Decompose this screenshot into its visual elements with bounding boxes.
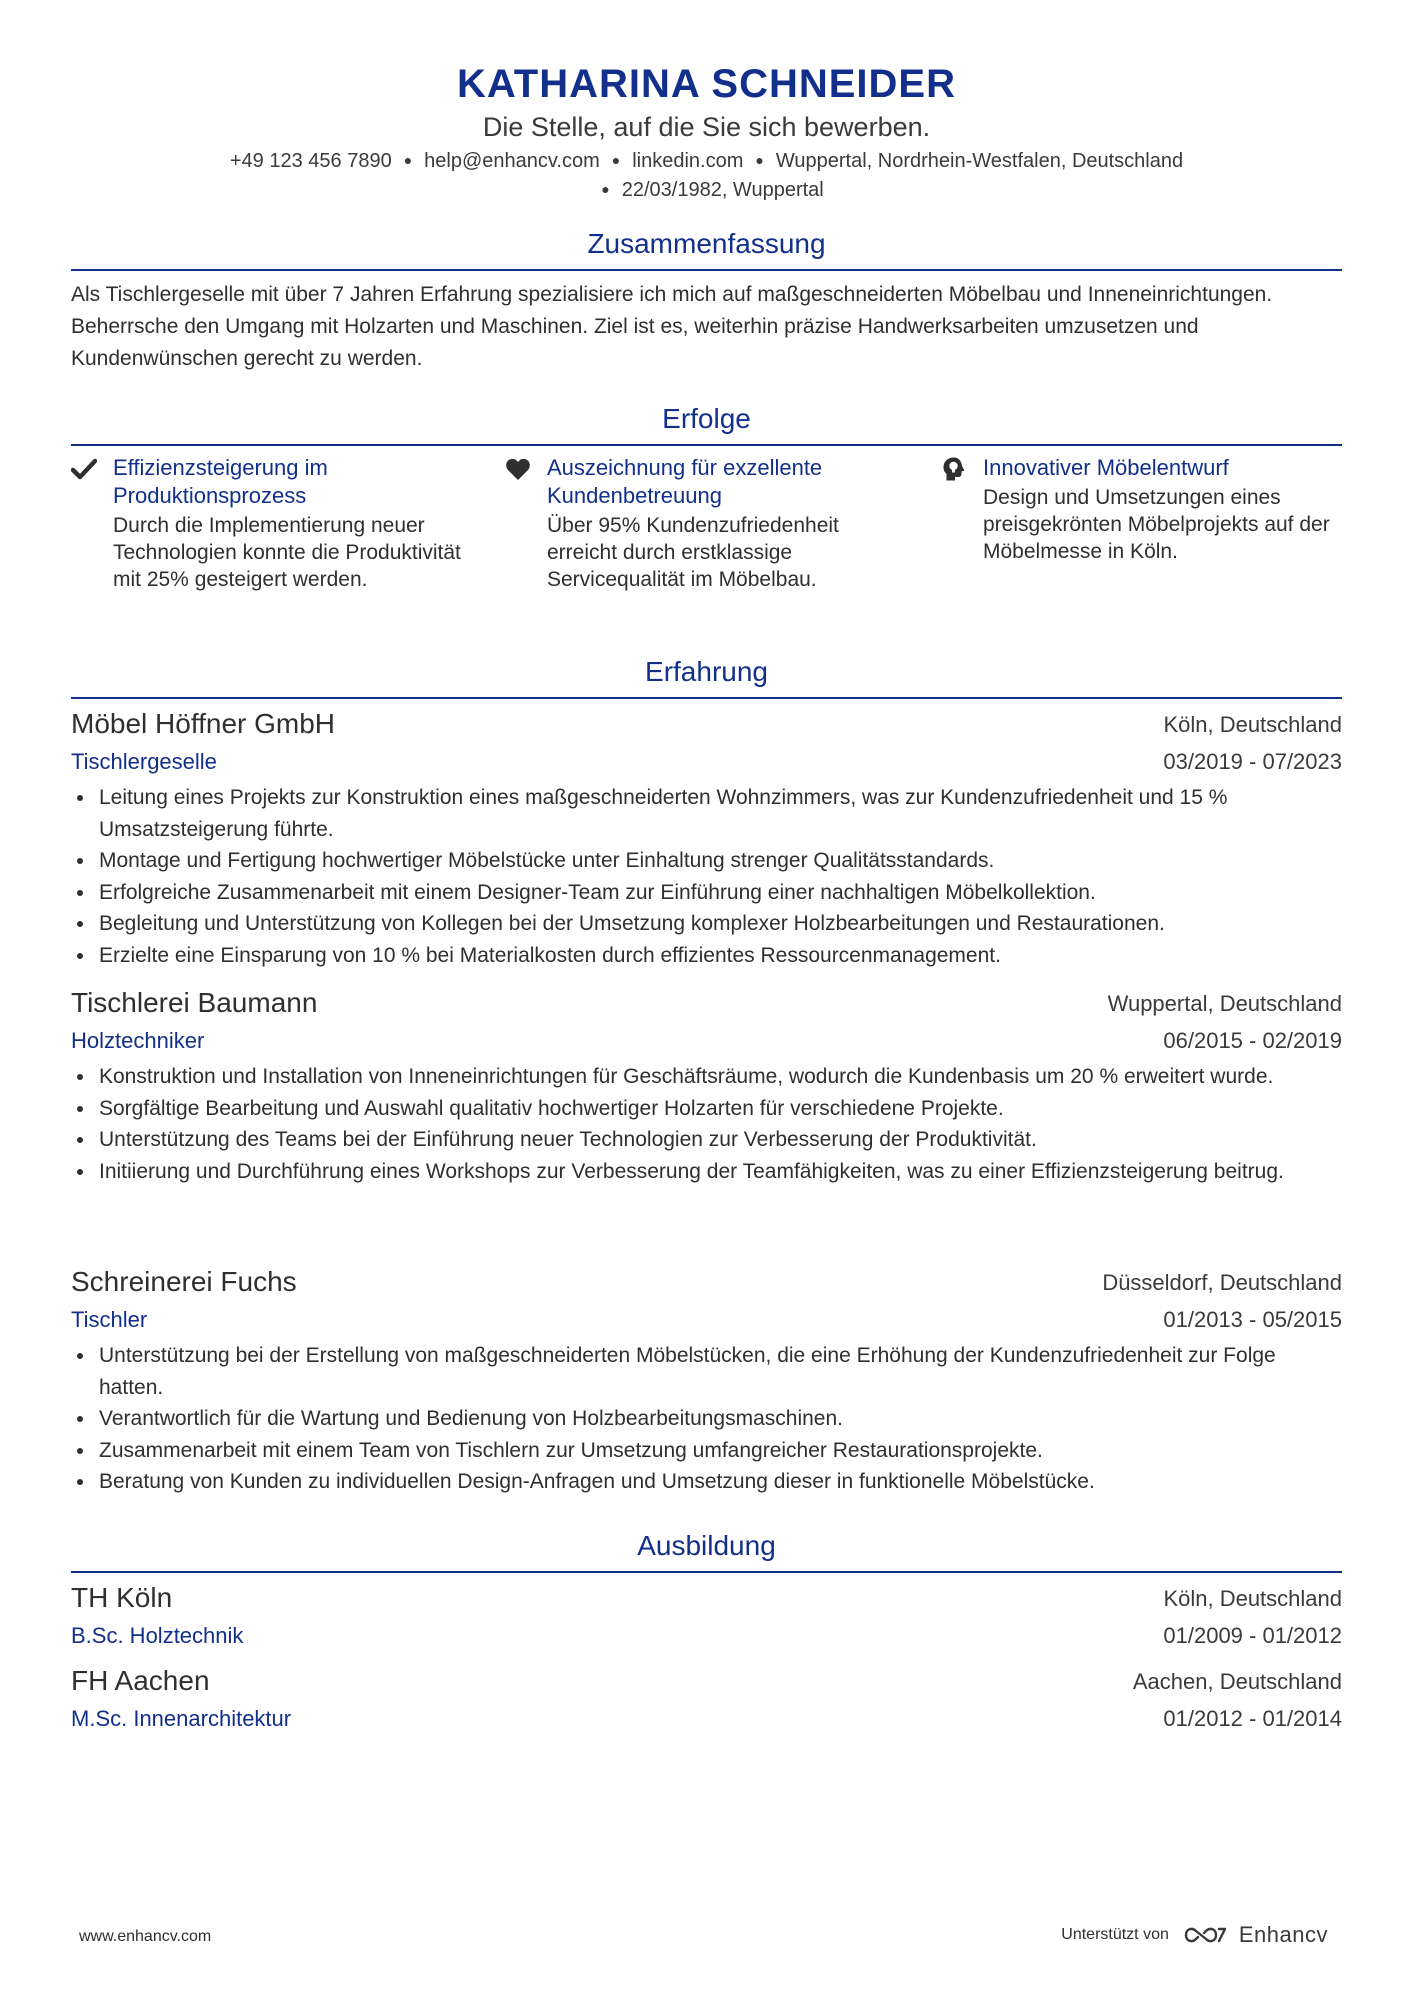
check-icon (71, 456, 97, 482)
education-dates: 01/2012 - 01/2014 (1163, 1706, 1342, 1731)
separator-dot: ● (611, 152, 621, 168)
job-location: Köln, Deutschland (1163, 712, 1342, 737)
target-role: Die Stelle, auf die Sie sich bewerben. (482, 112, 931, 142)
school-location: Aachen, Deutschland (1132, 1669, 1342, 1694)
powered-by-label: Unterstützt von (1061, 1926, 1169, 1943)
bullet-item: Begleitung und Unterstützung von Kollegen bei der Umsetzung komplexer Holzbearbeitungen und Restaurationen. (99, 908, 1342, 940)
achievement-title: Innovativer Möbelentwurf (983, 455, 1229, 480)
head-lightbulb-icon (941, 456, 967, 482)
bullet-item: Initiierung und Durchführung eines Workshops zur Verbesserung der Teamfähigkeiten, was zu einer Effizienzsteigerung beitrug. (99, 1156, 1342, 1188)
degree: M.Sc. Innenarchitektur (71, 1706, 292, 1731)
candidate-name: KATHARINA SCHNEIDER (457, 62, 956, 106)
section-title-achievements: Erfolge (662, 403, 751, 434)
achievement-description: Design und Umsetzungen eines preisgekrönten Möbelprojekts auf der Möbelmesse in Köln. (983, 486, 1330, 563)
phone: +49 123 456 7890 (229, 150, 392, 172)
section-divider (71, 1571, 1342, 1573)
heart-icon (505, 456, 531, 482)
company-name: Möbel Höffner GmbH (71, 708, 336, 739)
brand-name: Enhancv (1238, 1922, 1328, 1947)
bullet-item: Unterstützung des Teams bei der Einführung neuer Technologien zur Verbesserung der Produktivität. (99, 1124, 1342, 1156)
company-name: Tischlerei Baumann (71, 987, 318, 1018)
job-location: Wuppertal, Deutschland (1107, 991, 1342, 1016)
job-title: Holztechniker (71, 1028, 205, 1053)
bullet-item: Erfolgreiche Zusammenarbeit mit einem Designer-Team zur Einführung einer nachhaltigen Möbelkollektion. (99, 877, 1342, 909)
location: Wuppertal, Nordrhein-Westfalen, Deutschland (775, 150, 1184, 172)
job-title: Tischler (71, 1307, 148, 1332)
footer-branding[interactable] (1061, 1922, 1328, 1948)
school-name: FH Aachen (71, 1665, 210, 1696)
email-link[interactable]: help@enhancv.com (424, 150, 600, 172)
achievement-description: Über 95% Kundenzufriedenheit erreicht durch erstklassige Servicequalität im Möbelbau. (547, 514, 839, 591)
section-title-summary: Zusammenfassung (587, 228, 826, 259)
bullet-item: Unterstützung bei der Erstellung von maßgeschneiderten Möbelstücken, die eine Erhöhung der Kundenzufriedenheit zur Folge hatten. (99, 1340, 1342, 1403)
bullet-item: Erzielte eine Einsparung von 10 % bei Materialkosten durch effizientes Ressourcenmanagement. (99, 940, 1342, 972)
school-location: Köln, Deutschland (1163, 1586, 1342, 1611)
contact-line-1 (71, 150, 1342, 173)
section-divider (71, 269, 1342, 271)
achievement-item (71, 454, 471, 593)
bullet-item: Zusammenarbeit mit einem Team von Tischlern zur Umsetzung umfangreicher Restaurationsprojekte. (99, 1435, 1342, 1467)
summary-text: Als Tischlergeselle mit über 7 Jahren Erfahrung spezialisiere ich mich auf maßgeschneiderten Möbelbau und Inneneinrichtungen. Beherrsche den Umgang mit Holzarten und Maschinen. Ziel ist es, weiterhin präzise Handwerksarbeiten umzusetzen und Kundenwünschen gerecht zu werden. (71, 283, 1273, 370)
bullet-item: Sorgfältige Bearbeitung und Auswahl qualitativ hochwertiger Holzarten für verschiedene Projekte. (99, 1093, 1342, 1125)
bullet-item: Leitung eines Projekts zur Konstruktion eines maßgeschneiderten Wohnzimmers, was zur Kundenzufriedenheit und 15 % Umsatzsteigerung führte. (99, 782, 1342, 845)
separator-dot: ● (403, 152, 413, 168)
job-dates: 03/2019 - 07/2023 (1163, 749, 1342, 774)
company-name: Schreinerei Fuchs (71, 1266, 297, 1297)
job-location: Düsseldorf, Deutschland (1102, 1270, 1342, 1295)
school-name: TH Köln (71, 1582, 173, 1613)
achievement-item (505, 454, 905, 593)
linkedin-link[interactable]: linkedin.com (632, 150, 744, 172)
enhancv-logo-icon (1183, 1923, 1229, 1947)
degree: B.Sc. Holztechnik (71, 1623, 244, 1648)
bullet-item: Beratung von Kunden zu individuellen Design-Anfragen und Umsetzung dieser in funktionelle Möbelstücke. (99, 1466, 1342, 1498)
achievement-title: Effizienzsteigerung im Produktionsprozess (113, 455, 328, 508)
footer-website-link[interactable]: www.enhancv.com (79, 1928, 212, 1945)
contact-line-2 (71, 179, 1342, 202)
section-title-experience: Erfahrung (645, 656, 768, 687)
achievement-description: Durch die Implementierung neuer Technologien konnte die Produktivität mit 25% gesteigert werden. (113, 514, 461, 591)
achievement-item (941, 454, 1341, 565)
section-divider (71, 697, 1342, 699)
bullet-item: Verantwortlich für die Wartung und Bedienung von Holzbearbeitungsmaschinen. (99, 1403, 1342, 1435)
education-dates: 01/2009 - 01/2012 (1163, 1623, 1342, 1648)
separator-dot: ● (601, 181, 610, 197)
bullet-list (71, 1340, 1342, 1498)
job-title: Tischlergeselle (71, 749, 217, 774)
bullet-list (71, 782, 1342, 971)
bullet-item: Konstruktion und Installation von Inneneinrichtungen für Geschäftsräume, wodurch die Kundenbasis um 20 % erweitert wurde. (99, 1061, 1342, 1093)
bullet-item: Montage und Fertigung hochwertiger Möbelstücke unter Einhaltung strenger Qualitätsstandards. (99, 845, 1342, 877)
separator-dot: ● (755, 152, 764, 168)
bullet-list (71, 1061, 1342, 1187)
achievement-title: Auszeichnung für exzellente Kundenbetreuung (547, 455, 823, 508)
job-dates: 06/2015 - 02/2019 (1163, 1028, 1342, 1053)
section-title-education: Ausbildung (637, 1530, 776, 1561)
birth-info: 22/03/1982, Wuppertal (621, 179, 824, 201)
job-dates: 01/2013 - 05/2015 (1163, 1307, 1342, 1332)
section-divider (71, 444, 1342, 446)
